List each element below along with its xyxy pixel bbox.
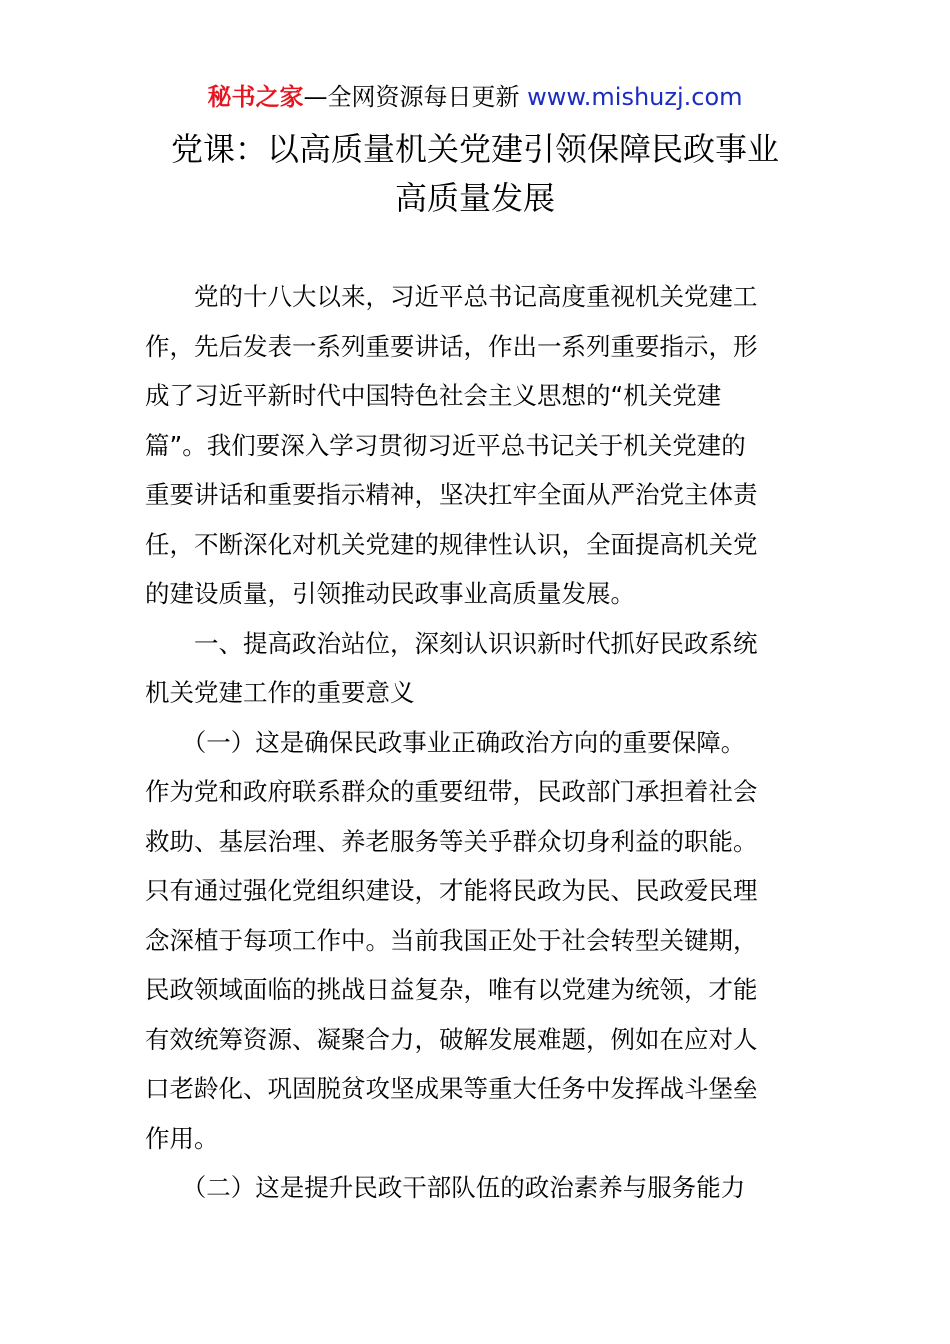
- body-line: 作，先后发表一系列重要讲话，作出一系列重要指示，形: [145, 331, 758, 361]
- banner-url[interactable]: www.mishuzj.com: [527, 83, 743, 111]
- body-line: 民政领域面临的挑战日益复杂，唯有以党建为统领，才能: [145, 975, 758, 1004]
- body-line: 党的十八大以来，习近平总书记高度重视机关党建工: [145, 282, 758, 311]
- banner-tagline: —全网资源每日更新: [303, 83, 528, 111]
- body-line: 有效统筹资源、凝聚合力，破解发展难题，例如在应对人: [145, 1024, 758, 1054]
- body-line: 作用。: [145, 1123, 219, 1153]
- section-heading-line: 机关党建工作的重要意义: [145, 678, 415, 707]
- body-line: （一）这是确保民政事业正确政治方向的重要保障。: [145, 727, 746, 757]
- body-line: 篇”。我们要深入学习贯彻习近平总书记关于机关党建的: [145, 430, 746, 460]
- body-line: 任，不断深化对机关党建的规律性认识，全面提高机关党: [145, 529, 758, 559]
- body-line: 口老龄化、巩固脱贫攻坚成果等重大任务中发挥战斗堡垒: [145, 1074, 758, 1103]
- body-line: 念深植于每项工作中。当前我国正处于社会转型关键期，: [145, 925, 758, 955]
- document-title-line-2: 高质量发展: [394, 179, 555, 217]
- body-line: 作为党和政府联系群众的重要纽带，民政部门承担着社会: [145, 777, 758, 806]
- body-line: 的建设质量，引领推动民政事业高质量发展。: [145, 579, 635, 608]
- document-title-line-1: 党课：以高质量机关党建引领保障民政事业: [170, 130, 779, 168]
- body-line: 只有通过强化党组织建设，才能将民政为民、民政爱民理: [145, 876, 758, 905]
- body-line: 重要讲话和重要指示精神，坚决扛牢全面从严治党主体责: [145, 480, 758, 509]
- banner-brand: 秘书之家: [207, 83, 304, 111]
- section-heading-line: 一、提高政治站位，深刻认识识新时代抓好民政系统: [145, 628, 758, 658]
- body-line: （二）这是提升民政干部队伍的政治素养与服务能力: [145, 1173, 746, 1202]
- body-line: 救助、基层治理、养老服务等关乎群众切身利益的职能。: [145, 826, 758, 856]
- body-line: 成了习近平新时代中国特色社会主义思想的“机关党建: [145, 381, 722, 410]
- site-banner: [0, 80, 950, 114]
- document-body: [145, 272, 810, 1213]
